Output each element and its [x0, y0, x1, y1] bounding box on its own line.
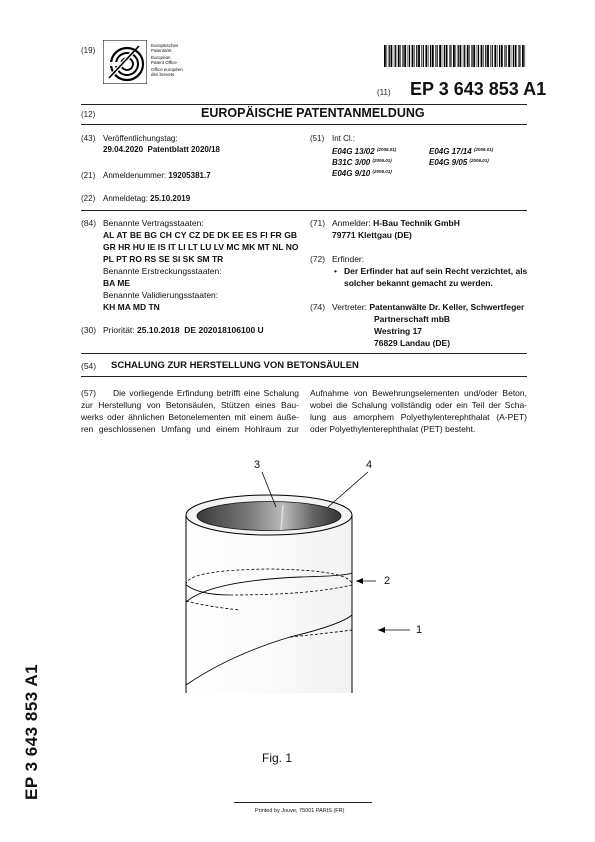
app-number-label: Anmeldenummer:: [103, 171, 167, 180]
representative-name: Patentanwälte Dr. Keller, Schwertfeger: [369, 302, 525, 312]
representative-label: Vertreter:: [332, 302, 367, 312]
applicant-label: Anmelder:: [332, 218, 371, 228]
representative-row: [332, 302, 524, 314]
divider: [81, 353, 527, 354]
abstract-line: zur Herstellung von Betonsäulen, Stützen eines Bau-: [81, 400, 299, 410]
code-74: (74): [310, 302, 326, 312]
representative-line: 76829 Landau (DE): [374, 338, 451, 348]
figure-caption: Fig. 1: [262, 751, 293, 765]
figure-label-2: 2: [384, 575, 391, 587]
code-54: (54): [81, 361, 97, 371]
priority-row: [103, 325, 264, 337]
app-number-row: [103, 170, 211, 181]
intcl-label: Int Cl.:: [332, 134, 356, 143]
code-84: (84): [81, 218, 97, 228]
abstract-line: werks oder ähnlichen Betonelementen mit einem äuße-: [81, 412, 299, 422]
divider: [81, 104, 527, 105]
code-21: (21): [81, 171, 96, 180]
abstract-line: wobei die Schalung vollständig oder ein Teil der Scha-: [310, 400, 527, 410]
states-label: Benannte Vertragsstaaten:: [103, 218, 204, 228]
pub-date-label: Veröffentlichungstag:: [103, 134, 178, 143]
abstract-line: Die vorliegende Erfindung betrifft eine Schalung: [113, 388, 299, 398]
intcl-item: E04G 9/10 $^{(2006.01)}$: [332, 169, 392, 178]
divider: [81, 210, 527, 211]
code-12: (12): [81, 110, 96, 119]
extension-states-label: Benannte Erstreckungsstaaten:: [103, 266, 222, 276]
filing-date-label: Anmeldetag:: [103, 194, 148, 203]
code-43: (43): [81, 134, 96, 143]
abstract-line: Aufnahme von Bewehrungselementen und/oder Beton,: [310, 388, 527, 398]
applicant-name: H-Bau Technik GmbH: [373, 218, 460, 228]
office-names: Europäisches Patentamt European Patent Office Office européen des brevets: [151, 43, 183, 77]
bullet-icon: •: [334, 266, 337, 276]
figure-label-1: 1: [416, 624, 423, 636]
priority-label: Priorität:: [103, 325, 135, 335]
intcl-item: E04G 13/02 $^{(2006.01)}$: [332, 147, 397, 156]
document-type: EUROPÄISCHE PATENTANMELDUNG: [201, 106, 425, 120]
cylinder-drawing: [170, 455, 450, 705]
code-71: (71): [310, 218, 326, 228]
applicant-address: 79771 Klettgau (DE): [332, 230, 412, 240]
code-22: (22): [81, 194, 96, 203]
figure-label-4: 4: [366, 459, 373, 471]
states-line: AL AT BE BG CH CY CZ DE DK EE ES FI FR GB: [103, 230, 297, 240]
validation-states-value: KH MA MD TN: [103, 302, 160, 312]
pub-date-value: 29.04.2020 Patentblatt 2020/18: [103, 145, 220, 154]
extension-states-value: BA ME: [103, 278, 131, 288]
inventor-text: solcher bekannt gemacht zu werden.: [344, 278, 493, 288]
abstract-line: ren geschlossenen Umfang und einem Hohlraum zur: [81, 424, 299, 434]
sidebar-publication-number: EP 3 643 853 A1: [22, 663, 41, 800]
epo-logo-icon: [103, 40, 147, 84]
abstract-line: lung aus amorphem Polyethylenterephthalat (A-PET): [310, 412, 527, 422]
barcode: [384, 45, 528, 67]
app-number-value: 19205381.7: [168, 171, 211, 180]
publication-number: EP 3 643 853 A1: [410, 79, 547, 99]
divider: [81, 376, 527, 377]
filing-date-row: [103, 193, 190, 204]
states-line: PL PT RO RS SE SI SK SM TR: [103, 254, 224, 264]
priority-value: 25.10.2018 DE 202018106100 U: [137, 325, 264, 335]
code-19: (19): [81, 46, 96, 55]
printer-note: Printed by Jouve, 75001 PARIS (FR): [255, 808, 345, 814]
filing-date-value: 25.10.2019: [150, 194, 191, 203]
states-line: GR HR HU IE IS IT LI LT LU LV MC MK MT NL NO: [103, 242, 299, 252]
code-11: (11): [377, 88, 391, 97]
figure-label-3: 3: [254, 459, 261, 471]
validation-states-label: Benannte Validierungsstaaten:: [103, 290, 219, 300]
intcl-item: E04G 17/14 $^{(2006.01)}$: [429, 147, 494, 156]
intcl-item: E04G 9/05 $^{(2006.01)}$: [429, 158, 489, 167]
inventor-label: Erfinder:: [332, 254, 365, 264]
code-30: (30): [81, 325, 97, 335]
code-57: (57): [81, 388, 97, 398]
applicant-row: [332, 218, 460, 230]
abstract-line: oder Polyethylenterephthalat (PET) besteht.: [310, 424, 476, 434]
code-72: (72): [310, 254, 326, 264]
representative-line: Westring 17: [374, 326, 423, 336]
code-51: (51): [310, 134, 325, 143]
intcl-item: B31C 3/00 $^{(2006.01)}$: [332, 158, 392, 167]
inventor-text: Der Erfinder hat auf sein Recht verzichtet, als: [344, 266, 528, 276]
footer-divider: [234, 802, 372, 803]
representative-line: Partnerschaft mbB: [374, 314, 451, 324]
divider: [81, 124, 527, 125]
invention-title: SCHALUNG ZUR HERSTELLUNG VON BETONSÄULEN: [111, 360, 359, 371]
